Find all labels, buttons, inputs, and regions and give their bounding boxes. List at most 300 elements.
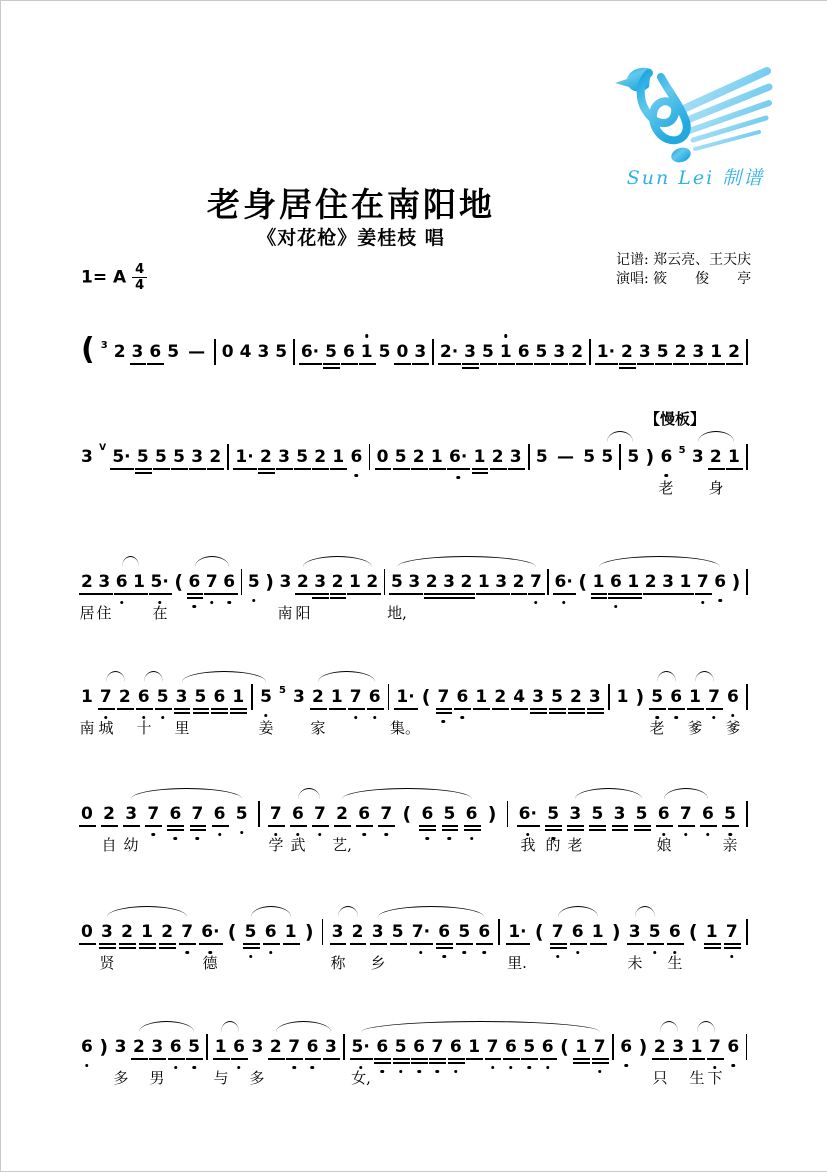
lyric: 女, <box>351 1069 371 1087</box>
note: 5· <box>352 1034 370 1060</box>
slur-arc <box>664 788 708 799</box>
note: 7 <box>438 684 450 710</box>
note: 3 <box>372 919 384 945</box>
barline <box>241 569 243 595</box>
note: 5 <box>583 447 596 467</box>
lyric: 南 <box>277 604 293 622</box>
barline <box>746 919 748 945</box>
note: 3 <box>569 801 581 827</box>
slur-arc <box>318 671 375 682</box>
note: 7 <box>350 684 362 710</box>
note: 7 <box>206 569 218 595</box>
note: 2 <box>260 444 272 470</box>
lyric: 居 <box>79 604 95 622</box>
note: 1 <box>215 1034 227 1060</box>
barline <box>206 1034 208 1060</box>
note: 5 <box>173 444 185 470</box>
note: 1 <box>141 919 153 945</box>
lyric: 里 <box>174 719 190 737</box>
note: 7 <box>726 919 738 945</box>
lyric: 武 <box>290 836 306 854</box>
slur-arc <box>107 906 187 917</box>
note: 6 <box>213 684 225 710</box>
note: 6 <box>369 684 381 710</box>
lyric: 艺, <box>332 836 352 854</box>
lyric: 阳 <box>295 604 311 622</box>
barline <box>293 339 295 365</box>
note: 2 <box>314 444 326 470</box>
note: 5 <box>236 801 248 827</box>
lyric: 住 <box>96 604 112 622</box>
note: 6· <box>519 801 537 827</box>
note: 6 <box>670 684 682 710</box>
note: 0 <box>396 339 408 365</box>
note: 3 <box>114 1037 127 1057</box>
note: 7 <box>314 801 326 827</box>
note: 7 <box>181 919 193 945</box>
note: 3 <box>692 339 704 365</box>
barline <box>746 339 748 365</box>
slur-arc <box>182 671 266 682</box>
note: 6 <box>170 1034 182 1060</box>
note: 7 <box>192 801 204 827</box>
note: 1 <box>474 444 486 470</box>
lyric: 只 <box>652 1069 668 1087</box>
note: 5 <box>296 444 308 470</box>
note: 3 <box>251 1037 264 1057</box>
song-subtitle: 《对花枪》姜桂枝 唱 <box>257 227 445 249</box>
note: 1 <box>475 684 487 710</box>
note: 6 <box>727 1034 739 1060</box>
note: 1 <box>616 687 629 707</box>
note: 1 <box>691 1034 703 1060</box>
score-area <box>1 1 827 1171</box>
note: 6 <box>343 339 355 365</box>
time-signature-top: 4 <box>132 263 147 278</box>
score-line <box>81 801 748 875</box>
note: 6 <box>478 919 490 945</box>
note: 6· <box>449 444 467 470</box>
note: 3 <box>325 1034 337 1060</box>
open-paren: ( <box>81 332 95 367</box>
note: 2 <box>161 919 173 945</box>
note: 3 <box>151 1034 163 1060</box>
note: 6 <box>702 801 714 827</box>
lyric: 生 <box>667 954 683 972</box>
note: 6 <box>81 1034 93 1060</box>
slur-arc <box>276 1021 331 1032</box>
note: 5 <box>724 801 736 827</box>
note: 6 <box>450 1034 462 1060</box>
dash-sustain: — <box>188 342 206 362</box>
note: 3 <box>510 444 522 470</box>
note: 5 <box>395 1034 407 1060</box>
score-line <box>81 444 748 518</box>
notation-credit: 记谱: 郑云亮、王天庆 <box>616 252 752 268</box>
notation-row <box>81 444 748 470</box>
lyric: 里. <box>507 954 527 972</box>
note: 2 <box>81 569 93 595</box>
note: 2 <box>621 339 633 365</box>
lyric: 爹 <box>725 719 741 737</box>
dash-sustain: — <box>556 447 574 467</box>
note: 6 <box>658 801 670 827</box>
note: 3 <box>662 569 674 595</box>
note: 3 <box>132 339 144 365</box>
note: 1 <box>728 444 740 470</box>
note: 5· <box>151 569 169 595</box>
lyric: 乡 <box>370 954 386 972</box>
notation-row <box>81 919 748 945</box>
slur-arc <box>342 788 472 799</box>
note: 3 <box>672 1034 684 1060</box>
note: 6 <box>518 339 530 365</box>
note: 5 <box>245 919 257 945</box>
lyric: 贤 <box>99 954 115 972</box>
note: ) <box>304 921 314 943</box>
slur-arc <box>122 556 139 567</box>
slur-arc <box>695 671 714 682</box>
slur-arc <box>575 788 642 799</box>
note: 2 <box>352 919 364 945</box>
note: 7 <box>147 801 159 827</box>
note: 5 <box>651 684 663 710</box>
barline <box>746 684 748 710</box>
note: 3 <box>414 339 426 365</box>
barline <box>746 1034 748 1060</box>
lyric: 自 <box>101 836 117 854</box>
note: ) <box>611 921 621 943</box>
slur-arc <box>131 788 242 799</box>
score-line <box>81 1034 748 1108</box>
notation-row <box>81 684 748 710</box>
note: 2 <box>270 1034 282 1060</box>
barline <box>227 444 229 470</box>
barline <box>369 444 371 470</box>
barline <box>528 444 530 470</box>
note: 3 <box>553 339 565 365</box>
note: 3 <box>293 687 305 707</box>
note: ) <box>99 1036 109 1058</box>
note: 6 <box>358 801 370 827</box>
note: 5 <box>551 684 563 710</box>
note: 1 <box>285 919 297 945</box>
note: 1 <box>592 919 604 945</box>
note: 5 <box>391 569 403 595</box>
note: 7 <box>431 1034 443 1060</box>
note: 1 <box>593 569 605 595</box>
barline <box>322 919 324 945</box>
note: 6 <box>223 569 235 595</box>
note: 4 <box>239 342 252 362</box>
note: 5 <box>392 919 404 945</box>
note: 3 <box>176 684 188 710</box>
publisher-logo-text: Sun Lei 制谱 <box>626 167 765 189</box>
lyric: 男 <box>149 1069 165 1087</box>
note: 1 <box>361 339 373 365</box>
note: 6 <box>421 801 433 827</box>
barline <box>746 444 748 470</box>
slur-arc <box>657 671 676 682</box>
note: 3 <box>257 342 270 362</box>
note: 6· <box>301 339 319 365</box>
lyric: 在 <box>152 604 168 622</box>
lyric: 亲 <box>722 836 738 854</box>
grace-note: 5 <box>678 445 686 456</box>
note: 6 <box>138 684 150 710</box>
note: 0 <box>81 801 93 827</box>
note: 2 <box>654 1034 666 1060</box>
lyric: 老 <box>567 836 583 854</box>
note: 2 <box>426 569 438 595</box>
note: 6· <box>555 569 573 595</box>
note: 6 <box>149 339 161 365</box>
note: ) <box>645 446 655 468</box>
note: 2 <box>413 444 425 470</box>
note: 6· <box>201 919 219 945</box>
lyric: 十 <box>136 719 152 737</box>
note: 3 <box>279 572 292 592</box>
note: 6 <box>413 1034 425 1060</box>
time-signature-bottom: 4 <box>135 278 145 293</box>
note: 5 <box>535 447 548 467</box>
note: 6 <box>620 1034 632 1060</box>
lyric: 下 <box>707 1069 723 1087</box>
note: 2 <box>728 339 740 365</box>
note: ( <box>578 571 588 593</box>
note: 6 <box>727 684 739 710</box>
note: 2 <box>209 444 221 470</box>
note: 7· <box>412 919 430 945</box>
note: ( <box>534 921 544 943</box>
note: 7 <box>552 919 564 945</box>
tempo-label: 【慢板】 <box>645 410 706 428</box>
note: 5· <box>112 444 130 470</box>
note: 2· <box>440 339 458 365</box>
barline <box>251 684 253 710</box>
note: 2 <box>513 569 525 595</box>
slur-arc <box>298 788 320 799</box>
note: 6 <box>505 1034 517 1060</box>
note: ) <box>638 1036 648 1058</box>
slur-arc <box>361 1021 600 1032</box>
note: 6 <box>214 801 226 827</box>
note: 3 <box>98 569 110 595</box>
note: 5 <box>325 339 337 365</box>
note: 3 <box>443 569 455 595</box>
barline <box>214 339 216 365</box>
note: 1 <box>232 684 244 710</box>
note: ( <box>174 571 184 593</box>
barline <box>498 919 500 945</box>
note: 7 <box>709 1034 721 1060</box>
note: 5 <box>157 684 169 710</box>
note: 3 <box>125 801 137 827</box>
note: 2 <box>570 684 582 710</box>
lyric: 老 <box>649 719 665 737</box>
note: 5 <box>482 339 494 365</box>
note: 5 <box>137 444 149 470</box>
note: 7 <box>288 1034 300 1060</box>
note: 0 <box>221 342 234 362</box>
slur-arc <box>697 1021 715 1032</box>
note: 6 <box>307 1034 319 1060</box>
note: 7 <box>487 1034 499 1060</box>
note: 3 <box>614 801 626 827</box>
barline <box>619 444 621 470</box>
note: 5 <box>547 801 559 827</box>
note: 5 <box>523 1034 535 1060</box>
note: 3 <box>314 569 326 595</box>
note: 7 <box>708 684 720 710</box>
note: 2 <box>494 684 506 710</box>
notation-row <box>81 332 748 367</box>
note: 5 <box>275 342 288 362</box>
lyric: 多 <box>249 1069 265 1087</box>
note: 6 <box>189 569 201 595</box>
lyric: 称 <box>330 954 346 972</box>
note: 5 <box>188 1034 200 1060</box>
lyric: 生 <box>689 1069 705 1087</box>
key-label: 1= A <box>81 267 127 288</box>
note: 5 <box>395 444 407 470</box>
note: 6 <box>438 919 450 945</box>
note: 3 <box>495 569 507 595</box>
note: ( <box>560 1036 569 1058</box>
note: 5 <box>636 801 648 827</box>
note: 6 <box>466 801 478 827</box>
lyric: 与 <box>213 1069 229 1087</box>
slur-arc <box>303 556 372 567</box>
note: ) <box>265 571 274 593</box>
note: 1 <box>679 569 691 595</box>
note: 5 <box>260 684 272 710</box>
note: 3 <box>639 339 651 365</box>
barline <box>343 1034 345 1060</box>
note: ) <box>731 571 741 593</box>
lyric: 地, <box>387 604 407 622</box>
note: 7 <box>530 569 542 595</box>
slur-arc <box>397 556 536 567</box>
note: 3 <box>191 444 203 470</box>
note: 3 <box>589 684 601 710</box>
note: 2 <box>336 801 348 827</box>
lyric: 集。 <box>389 719 421 737</box>
note: 2 <box>297 569 309 595</box>
lyric: 娘 <box>656 836 672 854</box>
note: 1· <box>597 339 615 365</box>
note: 7 <box>380 801 392 827</box>
barline <box>746 569 748 595</box>
notation-row <box>81 569 748 595</box>
score-line <box>81 684 748 758</box>
note: 5 <box>248 569 260 595</box>
note: 2 <box>113 342 126 362</box>
note: 1 <box>81 687 93 707</box>
lyric: 身 <box>708 479 724 497</box>
lyric: 德 <box>202 954 218 972</box>
lyric: 多 <box>113 1069 129 1087</box>
note: 5 <box>657 339 669 365</box>
barline <box>608 684 610 710</box>
lyric: 家 <box>310 719 326 737</box>
note: 3 <box>629 919 641 945</box>
lyric: 城 <box>98 719 114 737</box>
note: 3 <box>532 684 544 710</box>
note: 2 <box>366 569 378 595</box>
note: 1 <box>133 569 145 595</box>
note: 1 <box>332 444 344 470</box>
note: 7 <box>594 1034 606 1060</box>
barline <box>384 569 386 595</box>
note: 1 <box>349 569 361 595</box>
barline <box>388 684 390 710</box>
note: ( <box>227 921 237 943</box>
barline <box>507 801 509 827</box>
note: 7 <box>697 569 709 595</box>
note: 1 <box>689 684 701 710</box>
slur-arc <box>558 906 598 917</box>
note: 0 <box>377 444 389 470</box>
note: 6 <box>116 569 128 595</box>
note: 5 <box>378 342 391 362</box>
barline <box>746 801 748 827</box>
score-line <box>81 569 748 643</box>
note: 6 <box>376 1034 388 1060</box>
note: 6 <box>572 919 584 945</box>
note: 6 <box>660 444 672 470</box>
slur-arc <box>698 431 734 442</box>
note: 0 <box>81 919 93 945</box>
lyric: 老 <box>658 479 674 497</box>
note: 1 <box>575 1034 587 1060</box>
note: 5 <box>458 919 470 945</box>
note: ( <box>421 686 431 708</box>
lyric: 的 <box>545 836 561 854</box>
note: 2 <box>675 339 687 365</box>
note: 2 <box>312 684 324 710</box>
lyric: 我 <box>520 836 536 854</box>
slur-arc <box>378 906 484 917</box>
slur-arc <box>221 1021 239 1032</box>
barline <box>612 1034 614 1060</box>
note: 2 <box>492 444 504 470</box>
note: 2 <box>332 569 344 595</box>
note: 5 <box>591 801 603 827</box>
note: 3 <box>101 919 113 945</box>
barline <box>589 339 591 365</box>
note: 6 <box>169 801 181 827</box>
notation-row <box>81 801 748 827</box>
note: ) <box>487 803 497 825</box>
note: 6 <box>669 919 681 945</box>
note: 2 <box>103 801 115 827</box>
lyric: 未 <box>627 954 643 972</box>
score-line <box>81 332 748 413</box>
note: 1 <box>710 339 722 365</box>
note: 2 <box>460 569 472 595</box>
note: 1 <box>627 569 639 595</box>
note: 3 <box>278 444 290 470</box>
note: 4 <box>513 684 525 710</box>
note: 6 <box>714 569 726 595</box>
vocal-credit: 演唱: 筱 俊 亭 <box>616 271 752 287</box>
slur-arc <box>139 1021 194 1032</box>
note: 6 <box>351 444 363 470</box>
note: 6 <box>542 1034 554 1060</box>
grace-note: 5 <box>278 685 286 696</box>
barline <box>258 801 260 827</box>
